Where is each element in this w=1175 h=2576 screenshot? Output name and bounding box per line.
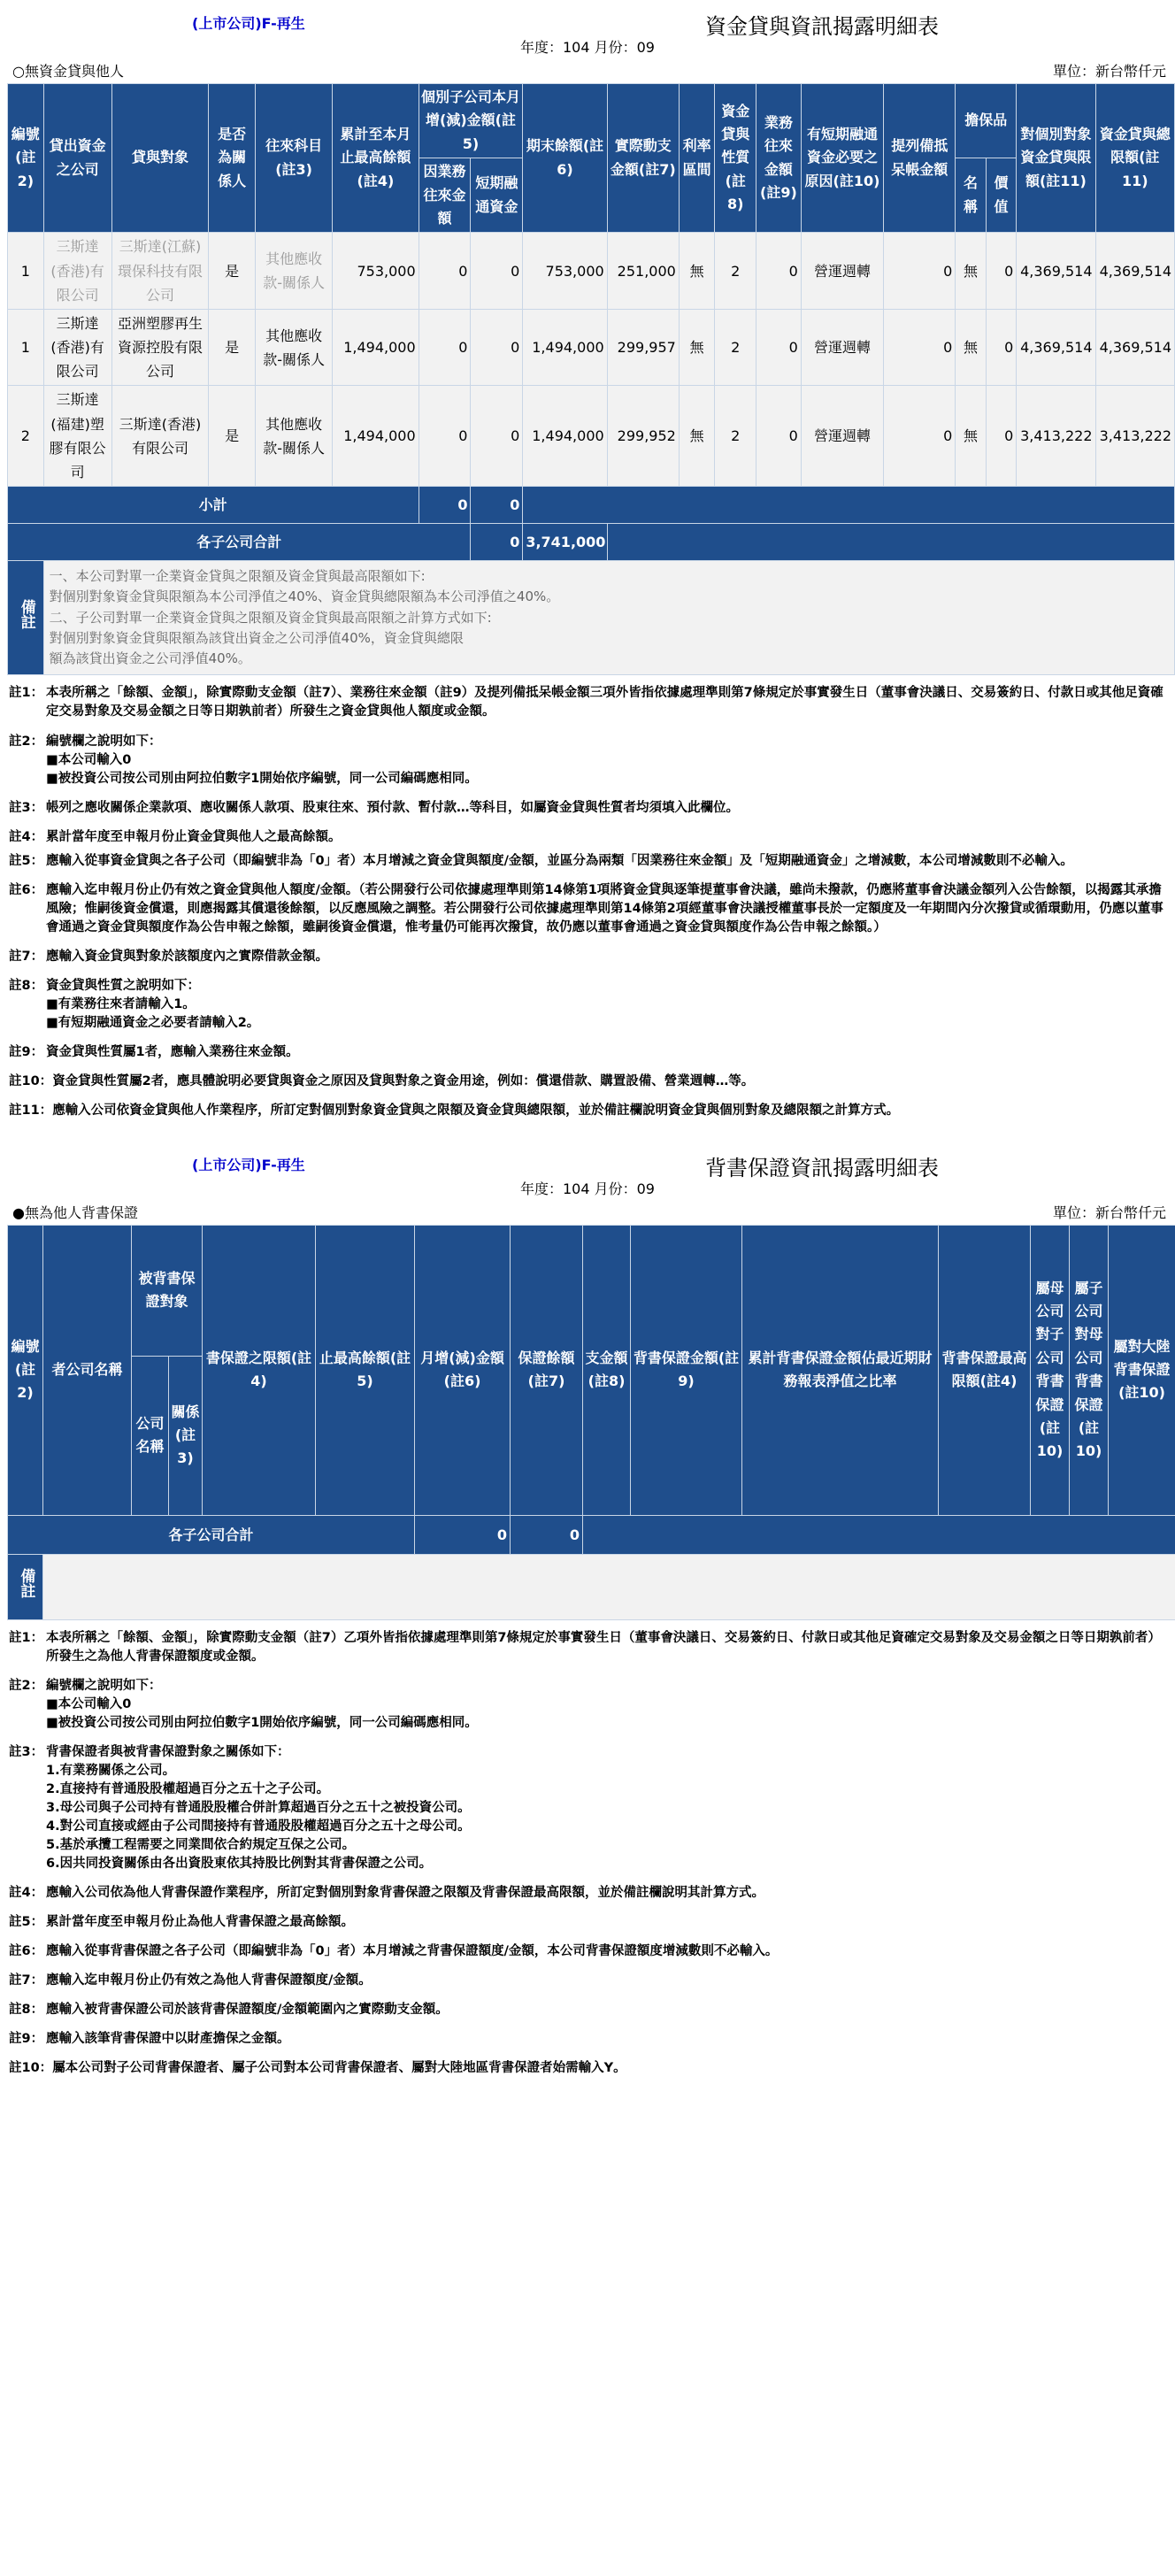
guarantee-header (2, 1142, 1173, 1180)
header-borrower: 貸與對象 (111, 84, 209, 233)
note-item (9, 684, 1166, 721)
note-line: 本表所稱之「餘額、金額」，除實際動支金額（註7）乙項外皆指依據處理準則第7條規定於事實發生日（董事會決議日、交易簽約日、付款日或其他足資確定交易對象及交易金額之日等日期孰前者）所發生之為他人背書保證額度或金額。 (46, 1630, 1161, 1664)
cell-allowance: 0 (884, 386, 956, 487)
cell-sub-short: 0 (471, 233, 523, 310)
loan-meta (2, 60, 1173, 83)
note-line: 應輸入公司依資金貸與他人作業程序，所訂定對個別對象資金貸與之限額及資金貸與總限額，並於備註欄說明資金貸與個別對象及總限額之計算方式。 (52, 1103, 900, 1118)
g-total-label: 各子公司合計 (8, 1515, 415, 1554)
g-remark-text (43, 1554, 1175, 1619)
note-label: 註7： (9, 949, 44, 964)
header-no: 編號(註2) (8, 84, 44, 233)
note-label: 註8： (9, 2003, 44, 2017)
cell-no: 1 (8, 233, 44, 310)
note-item (9, 1884, 1166, 1903)
cell-sub-trade: 0 (419, 309, 471, 386)
note-line: 資金貸與性質之說明如下： (46, 978, 200, 993)
cell-period-end: 1,494,000 (523, 309, 607, 386)
cell-account: 其他應收款-關係人 (255, 233, 332, 310)
header-limit-total: 資金貸與總限額(註11) (1095, 84, 1174, 233)
cell-sub-short: 0 (471, 386, 523, 487)
cell-coll-name: 無 (956, 386, 986, 487)
note-line: 應輸入從事資金貸與之各子公司（即編號非為「0」者）本月增減之資金貸與額度/金額，並區分為兩類「因業務往來金額」及「短期融通資金」之增減數，本公司增減數則不必輸入。 (46, 853, 1073, 868)
remark-label-text: 備註 (17, 599, 35, 630)
header-collateral: 擔保品 (956, 84, 1017, 158)
cell-sub-trade: 0 (419, 233, 471, 310)
loan-unit: 單位：新台幣仟元 (1052, 63, 1166, 80)
subtotal-label: 小計 (8, 487, 419, 524)
note-label: 註8： (9, 978, 44, 993)
note-line: 3.母公司與子公司持有普通股股權合併計算超過百分之五十之被投資公司。 (46, 1800, 471, 1815)
g-header-ratio: 累計背書保證金額佔最近期財務報表淨值之比率 (742, 1225, 939, 1515)
remark-line: 二、子公司對單一企業資金貸與之限額及資金貸與最高限額之計算方式如下: (49, 609, 492, 626)
remark-line: 一、本公司對單一企業資金貸與之限額及資金貸與最高限額如下: (49, 568, 426, 585)
g-header-target: 被背書保證對象 (132, 1225, 203, 1356)
cell-related: 是 (209, 386, 256, 487)
g-remark-label-text: 備註 (17, 1568, 35, 1599)
remark-label (8, 561, 44, 675)
remark-row (8, 561, 1175, 675)
cell-short-reason: 營運週轉 (801, 386, 883, 487)
note-item (9, 1102, 1166, 1120)
total-short: 0 (471, 524, 523, 561)
note-label: 註6： (9, 1943, 44, 1958)
cell-borrower: 三斯達(香港)有限公司 (111, 386, 209, 487)
cell-max-balance: 753,000 (333, 233, 419, 310)
guarantee-status: ●無為他人背書保證 (12, 1203, 138, 1221)
cell-limit-each: 4,369,514 (1017, 309, 1095, 386)
cell-sub-trade: 0 (419, 386, 471, 487)
note-item (9, 1942, 1166, 1961)
note-line: 累計當年度至申報月份止資金貸與他人之最高餘額。 (46, 829, 342, 844)
g-total-change: 0 (415, 1515, 511, 1554)
cell-max-balance: 1,494,000 (333, 386, 419, 487)
header-nature: 資金貸與性質(註8) (715, 84, 756, 233)
cell-period-end: 753,000 (523, 233, 607, 310)
g-header-balance: 保證餘額(註7) (511, 1225, 583, 1515)
header-actual: 實際動支金額(註7) (607, 84, 679, 233)
note-line: 編號欄之說明如下： (46, 734, 162, 749)
note-line: 應輸入迄申報月份止仍有效之資金貸與他人額度/金額。（若公開發行公司依據處理準則第14條第1項將資金貸與逐筆提董事會決議，雖尚未撥款，仍應將董事會決議金額列入公告餘額，以揭露其承擔風險；惟嗣後資金償還，則應揭露其償還後餘額，以反應風險之調整。若公開發行公司依據處理準則第14條第2項經董事會決議授權董事長於一定額度及一年期間內分次撥貸或循環動用，仍應以董事會通過之資金貸與額度作為公告申報之餘額，雖嗣後資金償還，惟考量仍可能再次撥貸，故仍應以董事會通過之資金貸與額度作為公告申報之餘額。） (46, 882, 1163, 934)
note-item (9, 2030, 1166, 2049)
note-line: ■有短期融通資金之必要者請輸入2。 (46, 1015, 260, 1030)
note-label: 註5： (9, 853, 44, 868)
note-item (9, 2001, 1166, 2019)
g-remark-label (8, 1554, 43, 1619)
note-line: 應輸入從事背書保證之各子公司（即編號非為「0」者）本月增減之背書保證額度/金額，本公司背書保證額度增減數則不必輸入。 (46, 1943, 779, 1958)
note-item (9, 1743, 1166, 1873)
note-label: 註1： (9, 1630, 44, 1645)
cell-coll-value: 0 (986, 309, 1017, 386)
header-period-end: 期末餘額(註6) (523, 84, 607, 233)
loan-status: ○無資金貸與他人 (12, 63, 124, 80)
note-line: 應輸入被背書保證公司於該背書保證額度/金額範圍內之實際動支金額。 (46, 2003, 449, 2017)
note-item (9, 1073, 1166, 1091)
header-sub-change: 個別子公司本月增(減)金額(註5) (419, 84, 523, 158)
note-line: 應輸入該筆背書保證中以財產擔保之金額。 (46, 2032, 290, 2047)
note-label: 註11： (9, 1103, 53, 1118)
g-remark-row (8, 1554, 1175, 1619)
cell-actual: 251,000 (607, 233, 679, 310)
g-header-actual: 支金額(註8) (583, 1225, 631, 1515)
cell-nature: 2 (715, 386, 756, 487)
cell-no: 1 (8, 309, 44, 386)
note-line: 屬本公司對子公司背書保證者、屬子公司對本公司背書保證者、屬對大陸地區背書保證者始需輸入Y。 (52, 2061, 626, 2076)
note-line: 累計當年度至申報月份止為他人背書保證之最高餘額。 (46, 1914, 354, 1929)
note-label: 註9： (9, 1044, 44, 1059)
remark-line: 額為該貸出資金之公司淨值40%。 (49, 650, 251, 667)
note-label: 註5： (9, 1914, 44, 1929)
note-line: ■被投資公司按公司別由阿拉伯數字1開始依序編號，同一公司編碼應相同。 (46, 771, 478, 786)
note-line: ■被投資公司按公司別由阿拉伯數字1開始依序編號，同一公司編碼應相同。 (46, 1715, 478, 1730)
g-header-target-name: 公司名稱 (132, 1356, 169, 1515)
cell-related: 是 (209, 233, 256, 310)
note-item (9, 2059, 1166, 2078)
note-line: 4.對公司直接或經由子公司間接持有普通股股權超過百分之五十之母公司。 (46, 1819, 471, 1834)
note-label: 註2： (9, 734, 44, 749)
g-header-max-balance: 止最高餘額(註5) (316, 1225, 415, 1515)
total-label: 各子公司合計 (8, 524, 471, 561)
header-account: 往來科目(註3) (255, 84, 332, 233)
g-header-limit: 書保證之限額(註4) (203, 1225, 316, 1515)
note-line: ■本公司輸入0 (46, 1696, 132, 1711)
subtotal-blank (523, 487, 1175, 524)
cell-lender: 三斯達(香港)有限公司 (43, 233, 111, 310)
cell-rate: 無 (679, 386, 715, 487)
note-line: 應輸入公司依為他人背書保證作業程序，所訂定對個別對象背書保證之限額及背書保證最高限額，並於備註欄說明其計算方式。 (46, 1885, 764, 1900)
note-label: 註7： (9, 1972, 44, 1988)
header-limit-each: 對個別對象資金貸與限額(註11) (1017, 84, 1095, 233)
cell-no: 2 (8, 386, 44, 487)
cell-nature: 2 (715, 233, 756, 310)
loan-header (2, 0, 1173, 39)
cell-max-balance: 1,494,000 (333, 309, 419, 386)
note-item (9, 1629, 1166, 1666)
cell-coll-name: 無 (956, 309, 986, 386)
cell-rate: 無 (679, 309, 715, 386)
note-item (9, 1972, 1166, 1990)
note-item (9, 733, 1166, 788)
cell-sub-short: 0 (471, 309, 523, 386)
cell-nature: 2 (715, 309, 756, 386)
g-header-guarantor: 者公司名稱 (43, 1225, 132, 1515)
remark-text (43, 561, 1174, 675)
header-max-balance: 累計至本月止最高餘額(註4) (333, 84, 419, 233)
note-label: 註9： (9, 2032, 44, 2047)
table-row (8, 309, 1175, 386)
note-label: 註6： (9, 882, 44, 897)
cell-coll-name: 無 (956, 233, 986, 310)
g-total-blank (583, 1515, 1175, 1554)
note-item (9, 852, 1166, 871)
note-item (9, 948, 1166, 966)
total-row (8, 524, 1175, 561)
note-item (9, 1677, 1166, 1733)
total-period-end: 3,741,000 (523, 524, 607, 561)
note-line: 2.直接持有普通股股權超過百分之五十之子公司。 (46, 1781, 330, 1796)
cell-trade-amount: 0 (756, 309, 802, 386)
cell-lender: 三斯達(福建)塑膠有限公司 (43, 386, 111, 487)
guarantee-period: 年度：104 月份：09 (520, 1180, 655, 1197)
loan-period: 年度：104 月份：09 (520, 39, 655, 56)
cell-limit-each: 3,413,222 (1017, 386, 1095, 487)
cell-borrower: 亞洲塑膠再生資源控股有限公司 (111, 309, 209, 386)
remark-line: 對個別對象資金貸與限額為本公司淨值之40%、資金貸與總限額為本公司淨值之40%。 (49, 588, 560, 605)
note-item (9, 977, 1166, 1033)
cell-trade-amount: 0 (756, 386, 802, 487)
note-line: 本表所稱之「餘額、金額」，除實際動支金額（註7）、業務往來金額（註9）及提列備抵呆帳金額三項外皆指依據處理準則第7條規定於事實發生日（董事會決議日、交易簽約日、付款日或其他足資確定交易對象及交易金額之日等日期孰前者）所發生之資金貸與他人額度或金額。 (46, 686, 1163, 719)
cell-trade-amount: 0 (756, 233, 802, 310)
note-line: 1.有業務關係之公司。 (46, 1763, 176, 1778)
note-item (9, 1043, 1166, 1062)
note-line: 編號欄之說明如下： (46, 1678, 162, 1693)
header-short-reason: 有短期融通資金必要之原因(註10) (801, 84, 883, 233)
total-blank (607, 524, 1174, 561)
cell-lender: 三斯達(香港)有限公司 (43, 309, 111, 386)
cell-account: 其他應收款-關係人 (255, 309, 332, 386)
guarantee-company-link[interactable]: (上市公司)F-再生 (192, 1156, 305, 1173)
loan-report-title: 資金貸與資訊揭露明細表 (705, 14, 939, 39)
cell-coll-value: 0 (986, 386, 1017, 487)
note-label: 註4： (9, 829, 44, 844)
header-related: 是否為關係人 (209, 84, 256, 233)
note-label: 註4： (9, 1885, 44, 1900)
loan-notes (2, 675, 1173, 1141)
cell-related: 是 (209, 309, 256, 386)
note-line: 應輸入迄申報月份止仍有效之為他人背書保證額度/金額。 (46, 1972, 372, 1988)
note-line: ■本公司輸入0 (46, 752, 132, 767)
header-coll-value: 價值 (986, 158, 1017, 233)
cell-account: 其他應收款-關係人 (255, 386, 332, 487)
g-header-collateral: 背書保證金額(註9) (631, 1225, 742, 1515)
cell-actual: 299,952 (607, 386, 679, 487)
g-header-change: 月增(減)金額(註6) (415, 1225, 511, 1515)
subtotal-row (8, 487, 1175, 524)
note-line: 6.因共同投資關係由各出資股東依其持股比例對其背書保證之公司。 (46, 1856, 433, 1871)
note-line: 資金貸與性質屬2者，應具體說明必要貸與資金之原因及貸與對象之資金用途，例如：償還借款、購置設備、營業週轉…等。 (52, 1073, 755, 1088)
header-trade-amount: 業務往來金額(註9) (756, 84, 802, 233)
note-label: 註2： (9, 1678, 44, 1693)
subtotal-short: 0 (471, 487, 523, 524)
cell-actual: 299,957 (607, 309, 679, 386)
g-header-max-limit: 背書保證最高限額(註4) (939, 1225, 1031, 1515)
loan-table (7, 83, 1175, 675)
note-item (9, 1913, 1166, 1932)
cell-limit-total: 4,369,514 (1095, 309, 1174, 386)
g-header-sub-parent: 屬子公司對母公司背書保證(註10) (1070, 1225, 1109, 1515)
header-lender: 貸出資金之公司 (43, 84, 111, 233)
header-rate: 利率區間 (679, 84, 715, 233)
cell-limit-total: 4,369,514 (1095, 233, 1174, 310)
cell-rate: 無 (679, 233, 715, 310)
cell-limit-total: 3,413,222 (1095, 386, 1174, 487)
note-item (9, 799, 1166, 818)
header-coll-name: 名稱 (956, 158, 986, 233)
cell-period-end: 1,494,000 (523, 386, 607, 487)
note-label: 註10： (9, 2061, 53, 2076)
loan-company-link[interactable]: (上市公司)F-再生 (192, 15, 305, 32)
note-item (9, 881, 1166, 937)
note-line: 應輸入資金貸與對象於該額度內之實際借款金額。 (46, 949, 328, 964)
cell-short-reason: 營運週轉 (801, 233, 883, 310)
note-line: 資金貸與性質屬1者，應輸入業務往來金額。 (46, 1044, 299, 1059)
guarantee-notes (2, 1620, 1173, 2099)
subtotal-trade: 0 (419, 487, 471, 524)
cell-short-reason: 營運週轉 (801, 309, 883, 386)
guarantee-unit: 單位：新台幣仟元 (1052, 1203, 1166, 1221)
g-header-no: 編號(註2) (8, 1225, 43, 1515)
note-label: 註3： (9, 800, 44, 815)
header-sub-trade: 因業務往來金額 (419, 158, 471, 233)
guarantee-table (7, 1225, 1175, 1620)
note-line: ■有業務往來者請輸入1。 (46, 996, 196, 1011)
note-line: 5.基於承攬工程需要之同業間依合約規定互保之公司。 (46, 1837, 356, 1852)
remark-line: 對個別對象資金貸與限額為該貸出資金之公司淨值40%，資金貸與總限 (49, 629, 464, 646)
note-line: 帳列之應收關係企業款項、應收關係人款項、股東往來、預付款、暫付款…等科目，如屬資金貸與性質者均須填入此欄位。 (46, 800, 739, 815)
guarantee-meta (2, 1202, 1173, 1225)
header-allowance: 提列備抵呆帳金額 (884, 84, 956, 233)
g-header-parent-sub: 屬母公司對子公司背書保證(註10) (1031, 1225, 1070, 1515)
note-item (9, 828, 1166, 847)
g-total-balance: 0 (511, 1515, 583, 1554)
g-total-row (8, 1515, 1175, 1554)
cell-borrower: 三斯達(江蘇)環保科技有限公司 (111, 233, 209, 310)
g-header-mainland: 屬對大陸背書保證(註10) (1109, 1225, 1175, 1515)
header-sub-short: 短期融通資金 (471, 158, 523, 233)
note-label: 註1： (9, 686, 44, 701)
note-label: 註10： (9, 1073, 53, 1088)
cell-allowance: 0 (884, 309, 956, 386)
table-row (8, 386, 1175, 487)
cell-limit-each: 4,369,514 (1017, 233, 1095, 310)
guarantee-report-title: 背書保證資訊揭露明細表 (705, 1155, 939, 1180)
table-row (8, 233, 1175, 310)
cell-coll-value: 0 (986, 233, 1017, 310)
g-header-target-rel: 關係(註3) (169, 1356, 203, 1515)
cell-allowance: 0 (884, 233, 956, 310)
note-line: 背書保證者與被背書保證對象之關係如下： (46, 1744, 290, 1759)
note-label: 註3： (9, 1744, 44, 1759)
